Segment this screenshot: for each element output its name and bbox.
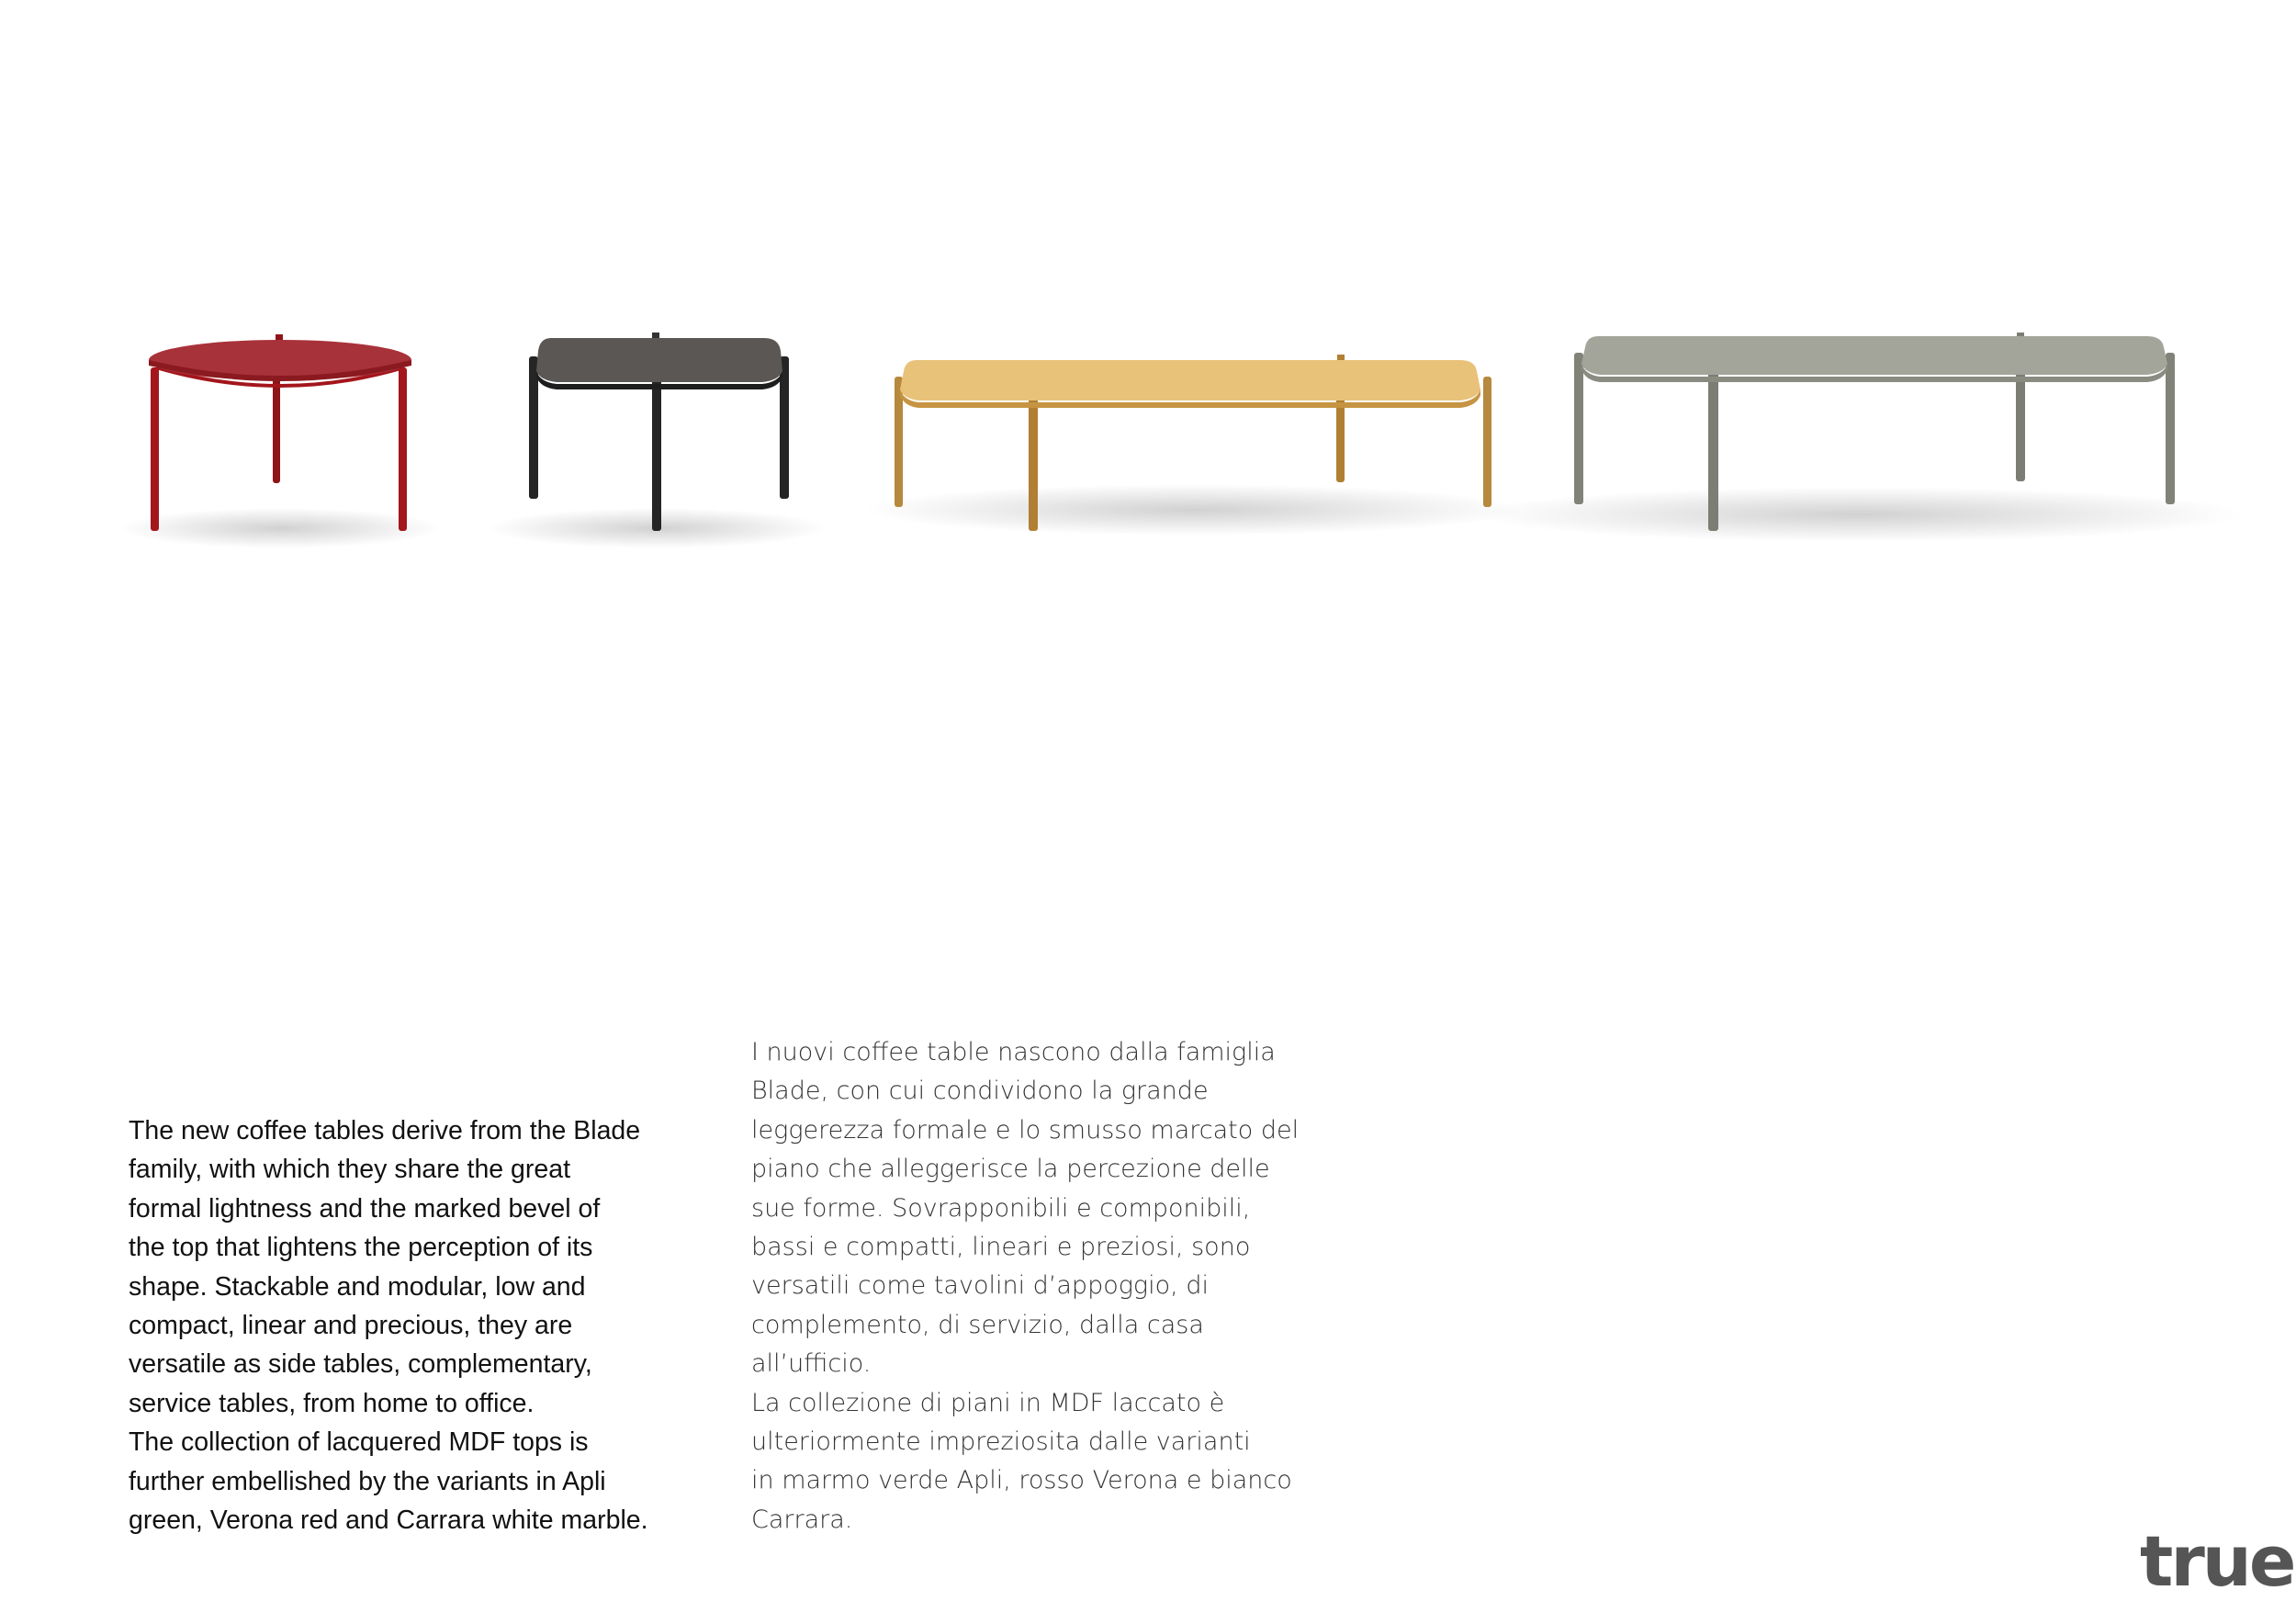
- ochre-rectangular-table-image: [863, 355, 1525, 536]
- description-english: [129, 1111, 698, 1539]
- text-line: sue forme. Sovrapponibili e componibili,: [751, 1193, 1251, 1223]
- text-line: service tables, from home to office.: [129, 1388, 535, 1418]
- text-line: La collezione di piani in MDF laccato è: [751, 1388, 1225, 1417]
- text-line: compact, linear and precious, they are: [129, 1311, 573, 1341]
- text-line: ulteriormente impreziosita dalle varianti: [751, 1427, 1251, 1457]
- black-square-table-image: [487, 333, 827, 548]
- product-images-svg: [0, 0, 2296, 643]
- text-line: in marmo verde Apli, rosso Verona e bianco: [751, 1466, 1292, 1495]
- description-italian: [751, 1033, 1321, 1539]
- text-line: the top that lightens the perception of its: [129, 1233, 593, 1263]
- text-line: shape. Stackable and modular, low and: [129, 1271, 586, 1302]
- product-images: [0, 0, 2296, 643]
- text-line: versatili come tavolini d’appoggio, di: [751, 1271, 1209, 1301]
- text-line: complemento, di servizio, dalla casa: [751, 1310, 1204, 1339]
- text-line: The new coffee tables derive from the Blade: [129, 1116, 641, 1145]
- text-line: formal lightness and the marked bevel of: [129, 1193, 601, 1224]
- text-line: Blade, con cui condividono la grande: [751, 1077, 1209, 1106]
- text-line: piano che alleggerisce la percezione delle: [751, 1155, 1270, 1184]
- text-line: bassi e compatti, lineari e preziosi, sono: [751, 1233, 1251, 1262]
- text-line: versatile as side tables, complementary,: [129, 1349, 592, 1380]
- sage-long-table-image: [1474, 333, 2245, 542]
- text-line: green, Verona red and Carrara white marble.: [129, 1506, 648, 1536]
- text-line: Carrara.: [751, 1505, 853, 1534]
- red-round-table-image: [119, 334, 441, 548]
- text-line: family, with which they share the great: [129, 1155, 571, 1185]
- text-line: The collection of lacquered MDF tops is: [129, 1427, 589, 1458]
- text-line: leggerezza formale e lo smusso marcato del: [751, 1115, 1300, 1145]
- text-line: all’ufficio.: [751, 1349, 872, 1379]
- text-line: I nuovi coffee table nascono dalla famiglia: [751, 1038, 1276, 1066]
- brand-logo: true: [2140, 1520, 2294, 1602]
- text-line: further embellished by the variants in Apli: [129, 1466, 606, 1496]
